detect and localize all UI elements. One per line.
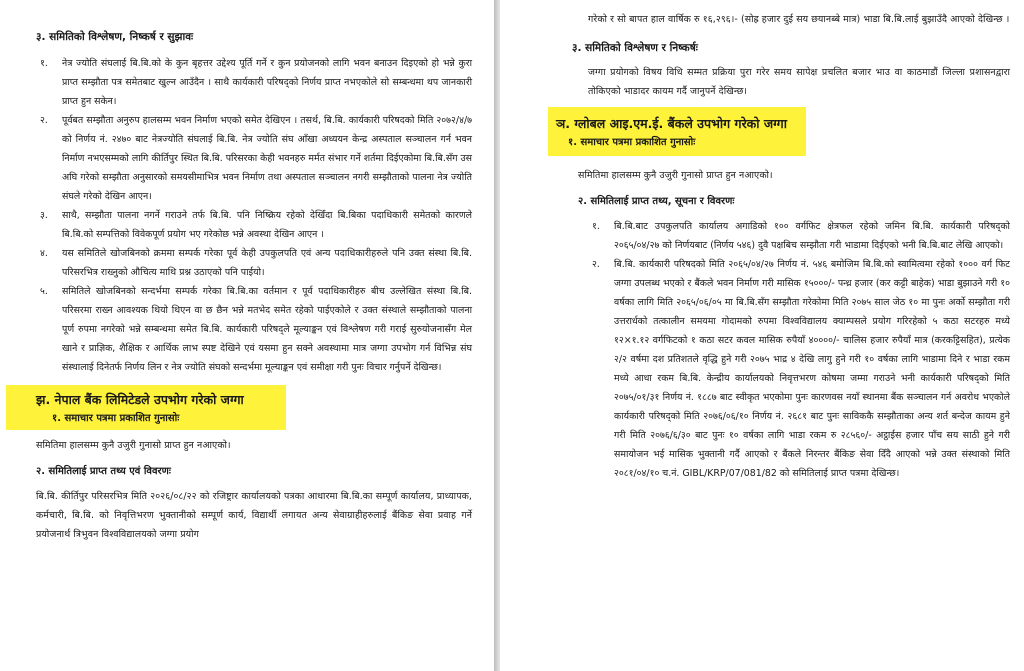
list-item: ५. समितिले खोजबिनको सन्दर्भमा सम्पर्क गरेका बि.बि.का वर्तमान र पूर्व पदाधिकारीहरु बीच उल्लेखित संस्था बि.बि. परिसरमा राख्न आवश्यक थियो थिएन वा छ छैन भन्ने मतभेद समेत रहेको पाईएकोले र उक्त संस्थाले सम्झौताको पालना पूर्ण रुपमा नगरेको भन्ने सम्बन्धमा समेत बि.बि. कार्यकारी परिषद्ले मूल्याङ्कन एवं विश्लेषण गरी गराई सुरुयोजनासँग मेल खाने र प्राज्ञिक, शैक्षिक र आर्थिक लाभ स्पष्ट देखिने एवं यसमा हुन सक्ने अवस्थामा मात्र जग्गा उपभोग गर्न विभिन्न संघ संस्थालाई दिनेतर्फ निर्णय लिन र नेत्र ज्योति संघको सन्दर्भमा मूल्याङ्कन एवं समीक्षा गरी पुनः विचार गर्नुपर्ने देखिन्छ।	[40, 286, 472, 373]
left-page	[0, 0, 494, 671]
highlight-section-ja	[548, 107, 806, 156]
section-jha-heading: झ. नेपाल बैंक लिमिटेडले उपभोग गरेको जग्गा	[36, 392, 244, 407]
sub1-text-left: समितिमा हालसम्म कुनै उजुरी गुनासो प्राप्त हुन नआएको।	[36, 440, 231, 451]
section3-heading-right: ३. समितिको विश्लेषण र निष्कर्षः	[572, 42, 698, 54]
section-ja-heading: ञ. ग्लोबल आइ.एम.ई. बैंकले उपभोग गरेको जग्गा	[556, 116, 787, 131]
sub1-heading-right: १. समाचार पत्रमा प्रकाशित गुनासोः	[568, 137, 696, 148]
section3-heading-left: ३. समितिको विश्लेषण, निष्कर्ष र सुझावः	[36, 31, 194, 43]
sub2-heading-left: २. समितिलाई प्राप्त तथ्य एवं विवरणः	[36, 466, 171, 477]
top-text-right: गरेको र सो बापत हाल वार्षिक रु १६,२९६।- (सोह्र हजार दुई सय छयानब्बे मात्र) भाडा बि.बि.लाई बुझाउँदै आएको देखिन्छ ।	[588, 14, 1010, 25]
sub2-heading-right: २. समितिलाई प्राप्त तथ्य, सूचना र विवरणः	[578, 196, 735, 207]
list-item: ३. साथै, सम्झौता पालना नगर्ने गराउने तर्फ बि.बि. पनि निष्क्रिय रहेको देखिँदा बि.बिका पदाधिकारी समेतको कारणले बि.बि.को सम्पत्तिको विवेकपूर्ण प्रयोग भए गरेकोछ भन्ने अवस्था देखिन आएन ।	[40, 210, 472, 240]
sub1-text-right: समितिमा हालसम्म कुनै उजुरी गुनासो प्राप्त हुन नआएको।	[578, 170, 773, 181]
section3-text-right: जग्गा प्रयोगको विषय विधि सम्मत प्रक्रिया पुरा गरेर समय सापेक्ष प्रचलित बजार भाउ वा काठमाडौं जिल्ला प्रशासनद्वारा तोकिएको भाडादर कायम गर्दै जानुपर्ने देखिन्छ।	[588, 67, 1010, 97]
list-item: १. बि.बि.बाट उपकुलपति कार्यालय अगाडिको १०० वर्गफिट क्षेत्रफल रहेको जमिन बि.बि. कार्यकारी परिषद्को २०६५/०४/२७ को निर्णयबाट (निर्णय ५४६) दुवै पक्षबिच सम्झौता गरी भाडामा दिईएको भनी बि.बि.बाट लेखि आएको।	[592, 221, 1010, 251]
list-item: २. बि.बि. कार्यकारी परिषदको मिति २०६५/०४/२७ निर्णय नं. ५४६ बमोजिम बि.बि.को स्वामित्वमा रहेको १००० वर्ग फिट जग्गा उपलब्ध भएको र बैंकले भवन निर्माण गरी मासिक १५०००/- पन्ध्र हजार (कर कट्टी बाहेक) भाडा बुझाउने गरी १० वर्षका लागि मिति २०६५/०६/०५ मा बि.बि.सँग सम्झौता गरेकोमा मिति २०७५ साल जेठ १० मा पुनः अर्को सम्झौता गरी उत्तरार्धको तत्कालीन समयमा गोदामको रुपमा विश्वविद्यालय क्याम्पसले प्रयोग गरिरहेको ५ कठा सटरहरु मध्ये १२×१.१२ वर्गफिटको १ कठा सटर कवल मासिक रुपैयाँ ४००००/- चालिस हजार रुपैयाँ मात्र (करकट्टिसहित), प्रत्येक २/२ वर्षमा दश प्रतिशतले वृद्धि हुने गरी २०७५ भाद्र ४ देखि लागु हुने गरी १० वर्षका लागि भाडामा दिने र भाडा रकम मध्ये आधा रकम बि.बि. केन्द्रीय कार्यालयको निवृत्तभरण कोषमा जम्मा गराउने भनी कार्यकारी परिषद्को मिति २०७५/०१/३१ निर्णय नं. १८८७ बाट स्वीकृत भएकोमा पुनः कारणवस नयाँ स्थानमा बैंक सञ्चालन गर्न अवरोध भएकोले कार्यकारी परिषद्को मिति २०७६/०६/१० निर्णय नं. २६८१ बाट पुनः साविककै सम्झौताका अन्य शर्त बन्देज कायम हुने गरी मिति २०७६/६/३० बाट पुनः १० वर्षका लागि भाडा रकम रु २८५६०/- अट्ठाईस हजार पाँच सय साठी हुने गरी समायोजन भई मासिक भुक्तानी गर्दै आएको र बैंकले निरन्तर बैंकिङ सेवा दिँदै आएको भन्ने उक्त संस्थाको मिति २०८१/०४/१० च.नं. GIBL/KRP/07/081/82 को समितिलाई प्राप्त पत्रमा देखिन्छ।	[592, 259, 1010, 479]
list-item: ४. यस समितिले खोजबिनको क्रममा सम्पर्क गरेका पूर्व केही उपकुलपति एवं अन्य पदाधिकारीहरुले पनि उक्त संस्था बि.बि. परिसरभित्र राख्नुको औचित्य माथि प्रश्न उठाएको पनि पाईयो।	[40, 248, 472, 278]
highlight-section-jha	[6, 385, 286, 430]
sub1-heading-left: १. समाचार पत्रमा प्रकाशित गुनासोः	[52, 413, 180, 424]
sub2-text-left: बि.बि. कीर्तिपुर परिसरभित्र मिति २०२६/०८/२२ को रजिष्ट्रार कार्यालयको पत्रका आधारमा बि.बि.का सम्पूर्ण कार्यालय, प्राध्यापक, कर्मचारी, बि.बि. को निवृत्तिभरण भुक्तानीको सम्पूर्ण कार्य, विद्यार्थी लगायत अन्य सेवाग्राहीहरुलाई बैंकिङ सेवा प्रवाह गर्ने प्रयोजनार्थ त्रिभुवन विश्वविद्यालयको जग्गा प्रयोग	[36, 491, 472, 540]
list-item: १. नेत्र ज्योति संघलाई बि.बि.को के कुन बृहत्तर उद्देश्य पूर्ति गर्ने र कुन प्रयोजनको लागि भवन बनाउन दिइएको हो भन्ने कुरा प्राप्त सम्झौता पत्र समेतबाट खुल्न आउँदैन । साथै कार्यकारी परिषद्को निर्णय प्राप्त नभएकोले सो सम्बन्धमा थप जानकारी प्राप्त हुन सकेन।	[40, 58, 472, 107]
list-item: २. पूर्वबत सम्झौता अनुरुप हालसम्म भवन निर्माण भएको समेत देखिएन । तसर्थ, बि.बि. कार्यकारी परिषदको मिति २०७२/४/७ को निर्णय नं. २४७० बाट नेत्रज्योति संघलाई बि.बि. नेत्र ज्योति संघ आँखा अध्ययन केन्द्र अस्पताल सञ्चालन गर्न भवन निर्माण नभएसम्मको लागि कीर्तिपुर स्थित बि.बि. परिसरका केही भवनहरु मर्मत संभार गर्ने शर्तमा दिईएकोमा बि.बि.सँग उस अघि गरेको सम्झौता अनुसारको समयसीमाभित्र भवन निर्माण तथा अस्पताल सञ्चालन नगरी सम्झौताको पालना नेत्र ज्योति संघले गरेको देखिन आएन।	[40, 115, 472, 202]
right-page	[500, 0, 1024, 671]
